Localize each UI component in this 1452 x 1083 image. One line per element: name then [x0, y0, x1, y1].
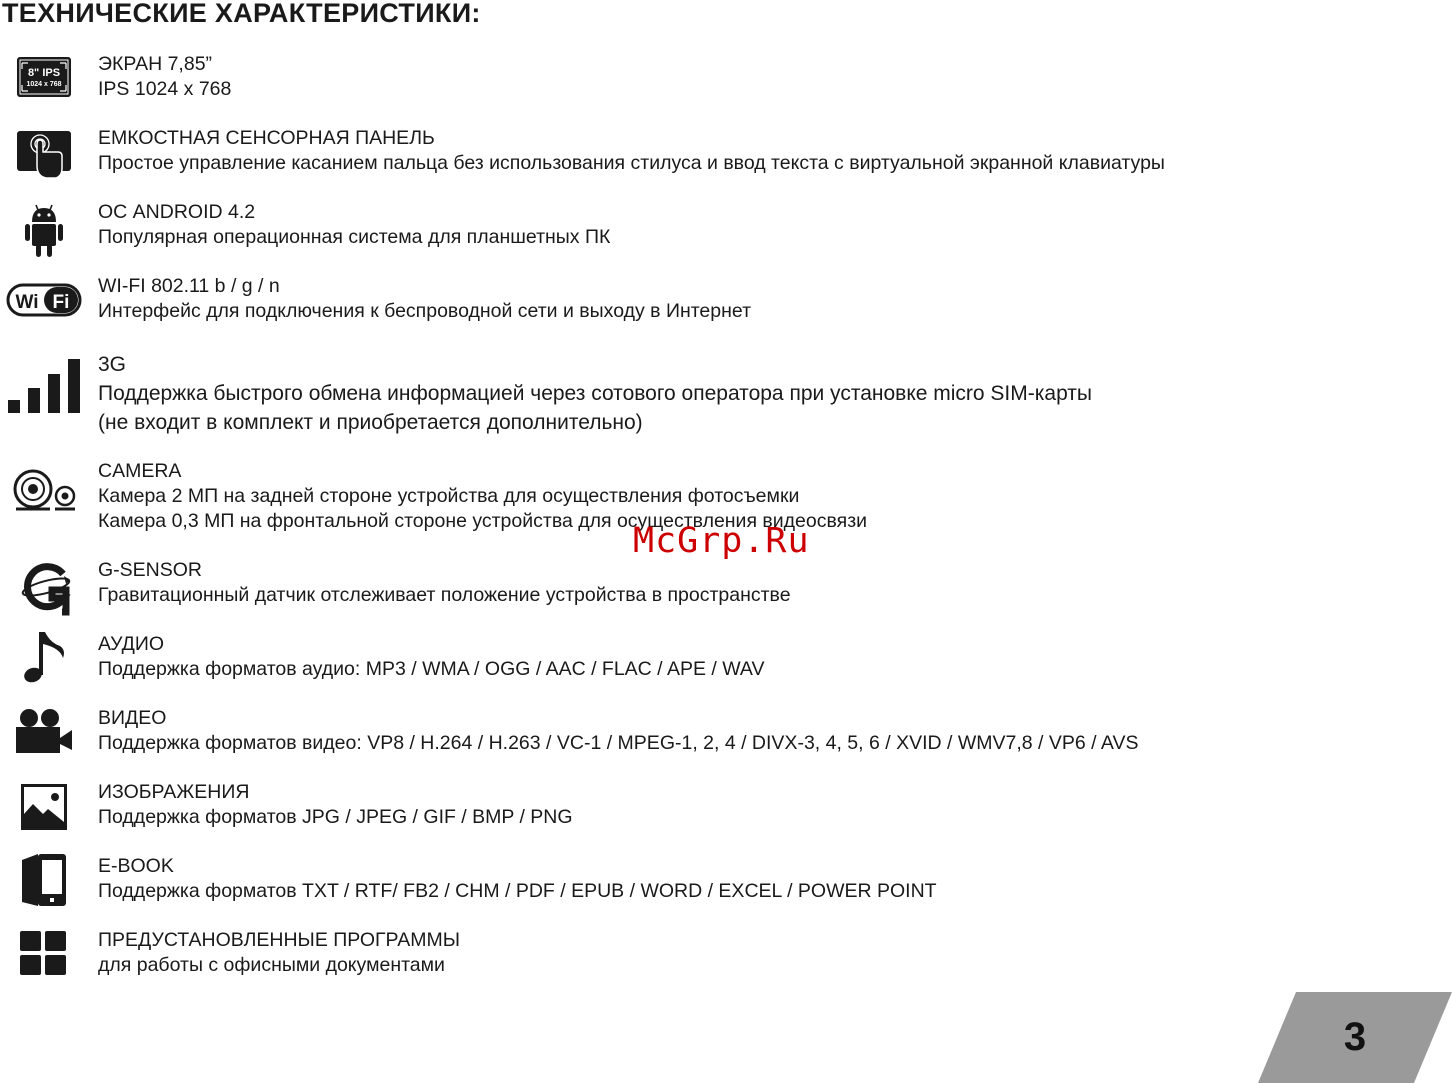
spec-description: Интерфейс для подключения к беспроводной сети и выходу в Интернет [98, 300, 752, 322]
spec-heading: ИЗОБРАЖЕНИЯ [98, 781, 250, 803]
spec-images-text [98, 780, 573, 830]
android-icon [8, 200, 86, 256]
spec-heading: АУДИО [98, 633, 165, 655]
spec-description: Поддержка форматов JPG / JPEG / GIF / BMP / PNG [98, 806, 573, 828]
spec-heading: CAMERA [98, 460, 182, 482]
apps-grid-icon [8, 928, 86, 984]
ebook-icon [8, 854, 86, 910]
camera-icon [8, 459, 86, 515]
spec-heading: ВИДЕО [98, 707, 167, 729]
spec-heading: ПРЕДУСТАНОВЛЕННЫЕ ПРОГРАММЫ [98, 929, 461, 951]
spec-audio-text [98, 632, 764, 682]
spec-description: IPS 1024 x 768 [98, 78, 232, 100]
spec-3g-text [98, 350, 1092, 437]
spec-description: Гравитационный датчик отслеживает положение устройства в пространстве [98, 584, 791, 606]
spec-touch-panel-text [98, 126, 1165, 176]
page-title: ТЕХНИЧЕСКИЕ ХАРАКТЕРИСТИКИ: [2, 0, 481, 28]
spec-description: (не входит в комплект и приобретается дополнительно) [98, 411, 643, 434]
image-icon [8, 780, 86, 836]
spec-heading: WI-FI 802.11 b / g / n [98, 275, 280, 297]
watermark: McGrp.Ru [633, 521, 810, 561]
spec-description: Камера 2 МП на задней стороне устройства для осуществления фотосъемки [98, 485, 800, 507]
screen-icon [8, 52, 86, 108]
svg-text:8" IPS: 8" IPS [27, 67, 61, 79]
spec-heading: ЕМКОСТНАЯ СЕНСОРНАЯ ПАНЕЛЬ [98, 127, 435, 149]
spec-description: Поддержка форматов аудио: MP3 / WMA / OGG / AAC / FLAC / APE / WAV [98, 658, 765, 680]
spec-video-text [98, 706, 1138, 756]
touch-panel-icon [8, 126, 86, 182]
video-camera-icon [8, 706, 86, 762]
spec-preinstalled-apps-text [98, 928, 460, 978]
spec-g-sensor-text [98, 558, 791, 608]
spec-description: Популярная операционная система для планшетных ПК [98, 226, 611, 248]
page-number: 3 [1343, 1015, 1367, 1059]
spec-android-text [98, 200, 610, 250]
svg-text:Wi: Wi [15, 292, 39, 313]
spec-heading: ЭКРАН 7,85” [98, 53, 213, 75]
spec-wifi-text [98, 274, 751, 324]
music-note-icon [8, 632, 86, 688]
spec-heading: G-SENSOR [98, 559, 203, 581]
spec-heading: ОС ANDROID 4.2 [98, 201, 256, 223]
spec-screen-text [98, 52, 231, 102]
wifi-icon [6, 274, 84, 330]
spec-description: для работы с офисными документами [98, 954, 445, 976]
spec-description: Поддержка форматов TXT / RTF/ FB2 / CHM / PDF / EPUB / WORD / EXCEL / POWER POINT [98, 880, 937, 902]
svg-text:1024 x 768: 1024 x 768 [26, 81, 62, 88]
spec-description: Поддержка форматов видео: VP8 / H.264 / H.263 / VC-1 / MPEG-1, 2, 4 / DIVX-3, 4, 5, 6 / XVID / WMV7,8 / VP6 / AVS [98, 732, 1139, 754]
svg-text:Fi: Fi [52, 292, 70, 313]
spec-ebook-text [98, 854, 937, 904]
page-number-tab [1258, 992, 1452, 1083]
spec-heading: E-BOOK [98, 855, 174, 877]
spec-heading: 3G [98, 353, 127, 376]
spec-description: Поддержка быстрого обмена информацией через сотового оператора при установке micro SIM-карты [98, 382, 1093, 405]
signal-3g-icon [6, 350, 84, 416]
spec-description: Камера 0,3 МП на фронтальной стороне устройства для осуществления видеосвязи [98, 510, 868, 532]
spec-description: Простое управление касанием пальца без использования стилуса и ввод текста с виртуальной экранной клавиатуры [98, 152, 1165, 174]
g-sensor-icon [8, 558, 86, 614]
